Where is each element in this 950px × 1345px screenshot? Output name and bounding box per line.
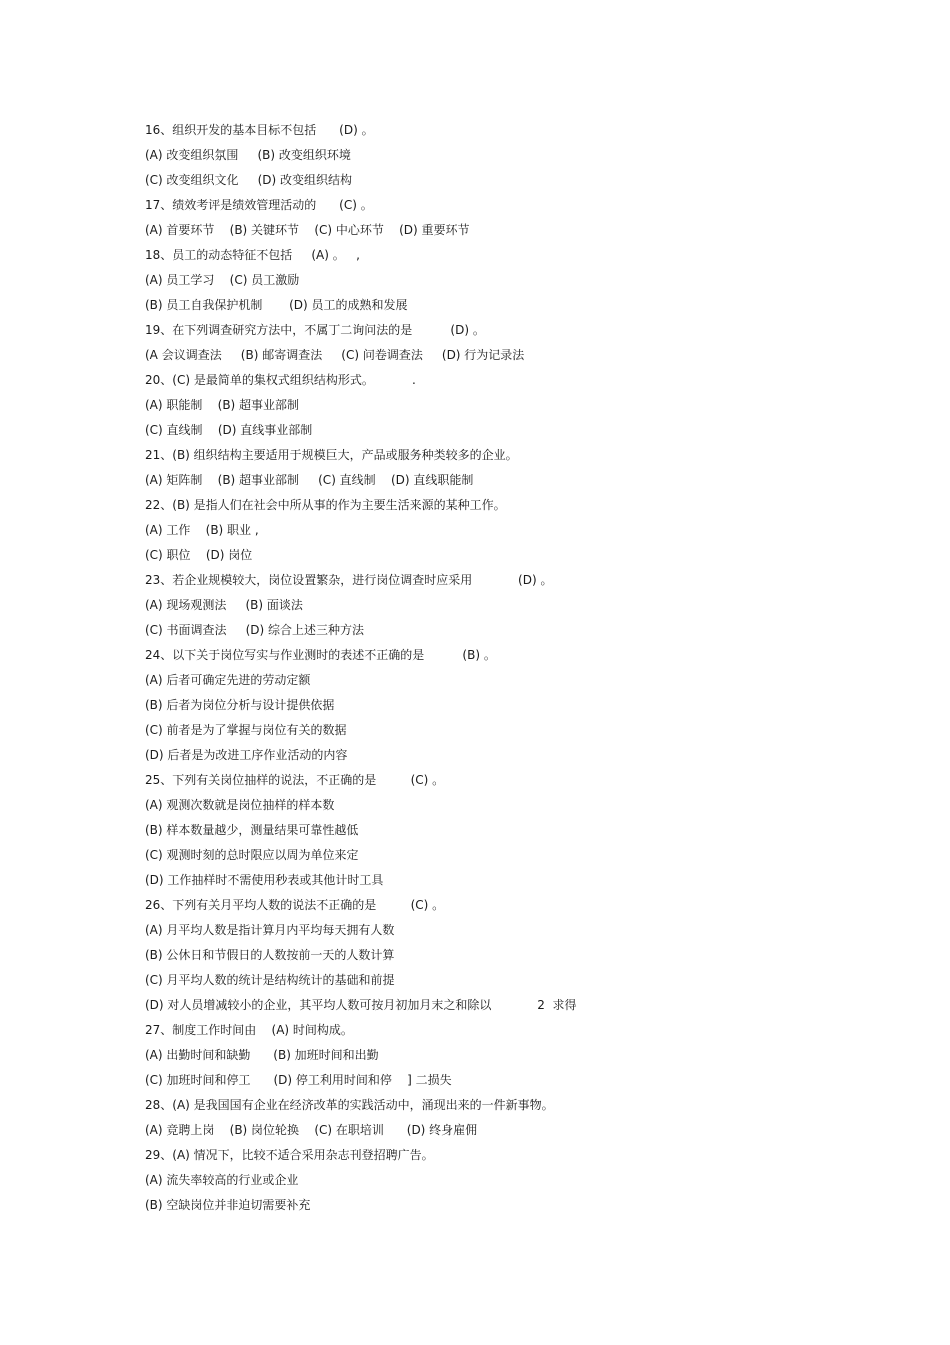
question-17: 17、绩效考评是绩效管理活动的 (C) 。: [145, 198, 373, 212]
question-25: 25、下列有关岗位抽样的说法，不正确的是 (C) 。: [145, 773, 445, 787]
question-28: 28、(A) 是我国国有企业在经济改革的实践活动中，涌现出来的一件新事物。: [145, 1098, 554, 1112]
option-line: (C) 前者是为了掌握与岗位有关的数据: [145, 723, 347, 737]
option-line: (D) 后者是为改进工序作业活动的内容: [145, 748, 348, 762]
question-18: 18、员工的动态特征不包括 (A) 。 ,: [145, 248, 360, 262]
option-line: (B) 公休日和节假日的人数按前一天的人数计算: [145, 948, 395, 962]
option-line: (A) 流失率较高的行业或企业: [145, 1173, 299, 1187]
option-line: (A) 观测次数就是岗位抽样的样本数: [145, 798, 335, 812]
question-29: 29、(A) 情况下，比较不适合采用杂志刊登招聘广告。: [145, 1148, 434, 1162]
question-21: 21、(B) 组织结构主要适用于规模巨大，产品或服务种类较多的企业。: [145, 448, 518, 462]
option-line: (B) 样本数量越少，测量结果可靠性越低: [145, 823, 359, 837]
option-line: (A 会议调查法 (B) 邮寄调查法 (C) 问卷调查法 (D) 行为记录法: [145, 348, 525, 362]
option-line: (A) 矩阵制 (B) 超事业部制 (C) 直线制 (D) 直线职能制: [145, 473, 474, 487]
option-line: (A) 出勤时间和缺勤 (B) 加班时间和出勤: [145, 1048, 379, 1062]
option-line: (B) 空缺岗位并非迫切需要补充: [145, 1198, 311, 1212]
option-line: (D) 工作抽样时不需使用秒表或其他计时工具: [145, 873, 384, 887]
option-line: (A) 首要环节 (B) 关键环节 (C) 中心环节 (D) 重要环节: [145, 223, 470, 237]
option-line: (B) 员工自我保护机制 (D) 员工的成熟和发展: [145, 298, 408, 312]
option-line: (A) 竞聘上岗 (B) 岗位轮换 (C) 在职培训 (D) 终身雇佣: [145, 1123, 478, 1137]
option-line: (A) 改变组织氛围 (B) 改变组织环境: [145, 148, 351, 162]
question-23: 23、若企业规模较大，岗位设置繁杂，进行岗位调查时应采用 (D) 。: [145, 573, 553, 587]
option-line: (A) 职能制 (B) 超事业部制: [145, 398, 300, 412]
option-line: (C) 书面调查法 (D) 综合上述三种方法: [145, 623, 365, 637]
question-19: 19、在下列调查研究方法中，不属丁二询问法的是 (D) 。: [145, 323, 485, 337]
option-line: (A) 工作 (B) 职业 ,: [145, 523, 259, 537]
option-line: (C) 直线制 (D) 直线事业部制: [145, 423, 313, 437]
question-20: 20、(C) 是最简单的集权式组织结构形式。 .: [145, 373, 416, 387]
option-line: (A) 后者可确定先进的劳动定额: [145, 673, 311, 687]
option-line: (C) 改变组织文化 (D) 改变组织结构: [145, 173, 353, 187]
option-line: (D) 对人员增减较小的企业，其平均人数可按月初加月末之和除以 2 求得: [145, 998, 577, 1012]
option-line: (C) 职位 (D) 岗位: [145, 548, 253, 562]
question-27: 27、制度工作时间由 (A) 时间构成。: [145, 1023, 353, 1037]
question-22: 22、(B) 是指人们在社会中所从事的作为主要生活来源的某种工作。: [145, 498, 506, 512]
question-16: 16、组织开发的基本目标不包括 (D) 。: [145, 123, 374, 137]
question-26: 26、下列有关月平均人数的说法不正确的是 (C) 。: [145, 898, 445, 912]
option-line: (B) 后者为岗位分析与设计提供依据: [145, 698, 335, 712]
option-line: (A) 现场观测法 (B) 面谈法: [145, 598, 303, 612]
document-page: [145, 118, 845, 1218]
option-line: (A) 员工学习 (C) 员工激励: [145, 273, 300, 287]
question-24: 24、以下关于岗位写实与作业测时的表述不正确的是 (B) 。: [145, 648, 496, 662]
option-line: (A) 月平均人数是指计算月内平均每天拥有人数: [145, 923, 395, 937]
option-line: (C) 加班时间和停工 (D) 停工利用时间和停 ] 二损失: [145, 1073, 452, 1087]
option-line: (C) 观测时刻的总时限应以周为单位来定: [145, 848, 359, 862]
option-line: (C) 月平均人数的统计是结构统计的基础和前提: [145, 973, 395, 987]
